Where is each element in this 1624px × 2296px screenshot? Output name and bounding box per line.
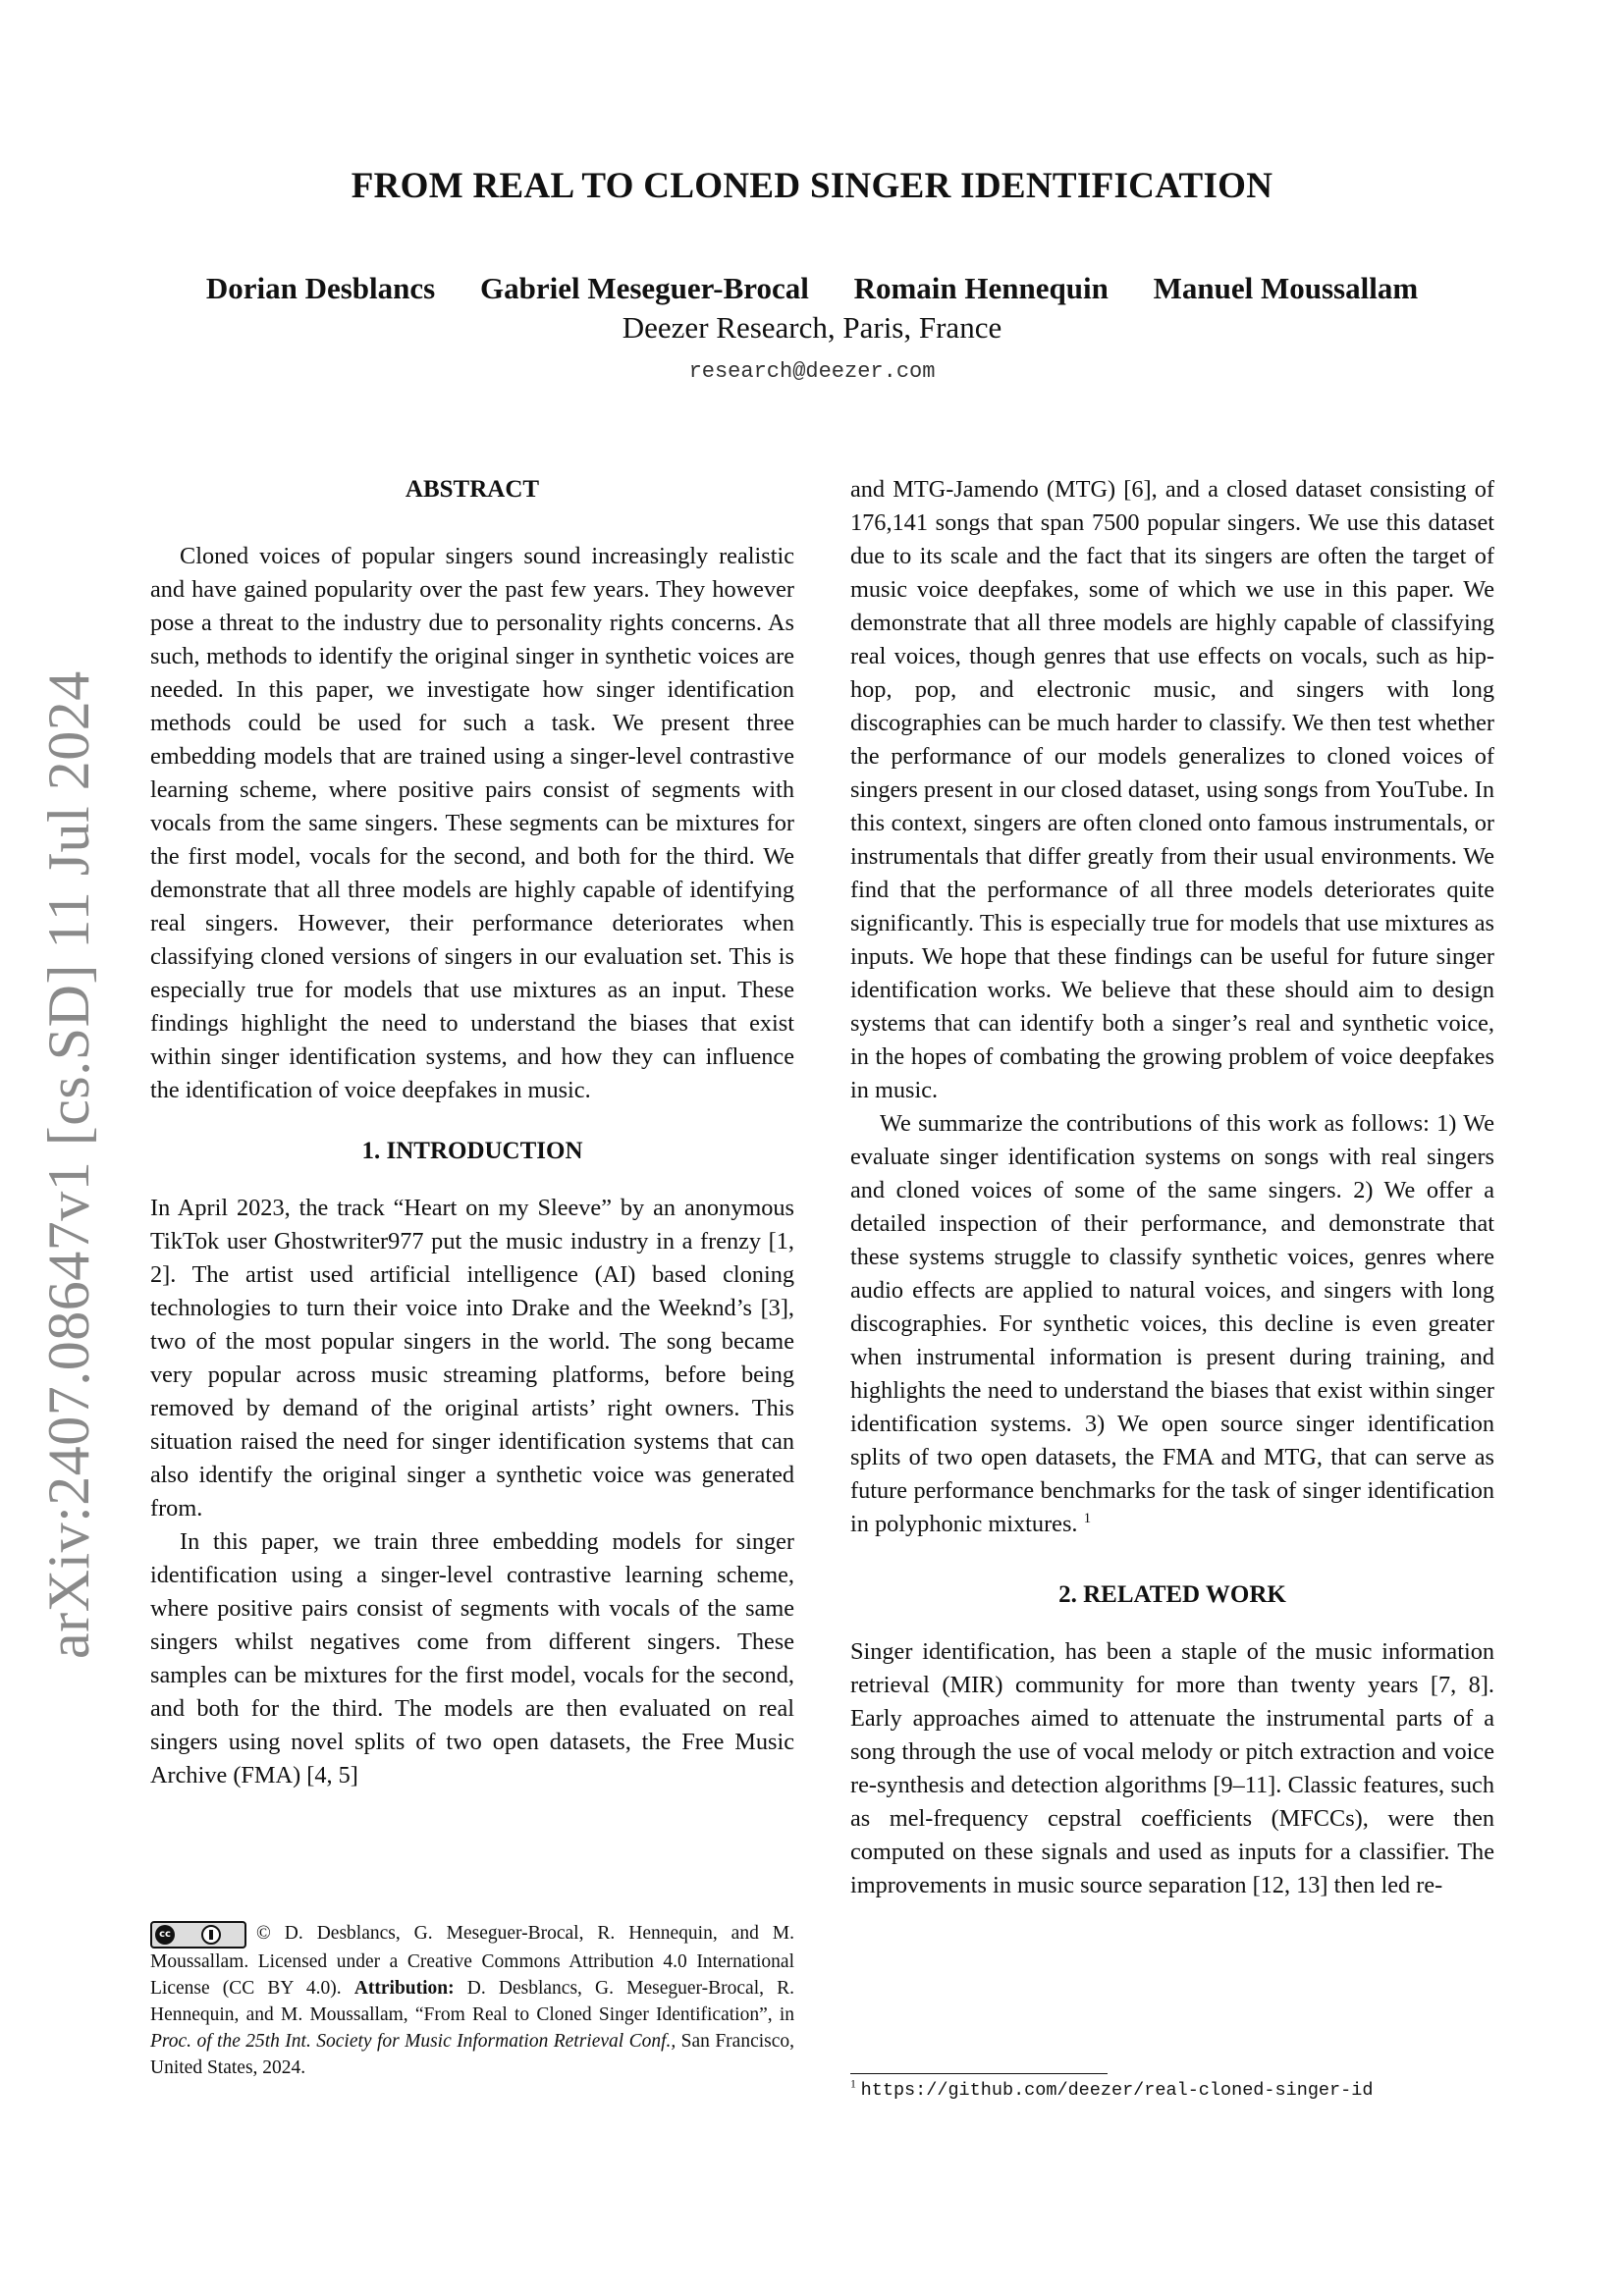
footnote-marker[interactable]: 1 [1083,1510,1092,1526]
license-text: © D. Desblancs, G. Meseguer-Brocal, R. Hennequin, and M. Moussallam. Licensed under a Creative Commons Attribution 4.0 International License (CC BY 4.0). [150,1923,794,1999]
paper-title: FROM REAL TO CLONED SINGER IDENTIFICATION [351,166,1273,206]
attribution-text: D. Desblancs, G. Meseguer-Brocal, R. Hennequin, and M. Moussallam, “From Real to Cloned Singer Identification”, in [150,1977,795,2025]
introduction-paragraph-1: In April 2023, the track “Heart on my Sleeve” by an anonymous TikTok user Ghostwriter977 put the music industry in a frenzy [1, 2]. The artist used artificial intelligence (AI) based cloning technologies to turn their voice into Drake and the Weeknd’s [3], two of the most popular singers in the world. The song became very popular across music streaming platforms, before being removed by demand of the original artists’ right owners. This situation raised the need for singer identification systems that can also identify the original singer a synthetic voice was generated from. [150,1195,794,1522]
cc-icon: cc [155,1925,175,1945]
author-name: Dorian Desblancs [205,271,436,305]
introduction-heading: 1. INTRODUCTION [361,1138,583,1164]
conference-location: San Francisco, United States, 2024. [150,2030,795,2078]
related-work-heading: 2. RELATED WORK [1058,1581,1286,1608]
contact-email: research@deezer.com [688,359,936,384]
author-list [0,271,1624,306]
footnote-number: 1 [850,2077,856,2091]
introduction-paragraph-2-continued: and MTG-Jamendo (MTG) [6], and a closed dataset consisting of 176,141 songs that span 7500 popular singers. We use this dataset due to its scale and the fact that its singers are often the target of music voice deepfakes, some of which we use in this paper. We demonstrate that all three models are highly capable of classifying real voices, though genres that use effects on vocals, such as hip-hop, pop, and electronic music, and singers with long discographies can be much harder to classify. We then test whether the performance of our models generalizes to cloned voices of singers present in our closed dataset, using songs from YouTube. In this context, singers are often cloned onto famous instrumentals, or instrumentals that differ greatly from their usual environments. We find that the performance of all three models deteriorates quite significantly. This is especially true for models that use mixtures as inputs. We hope that these findings can be useful for future singer identification works. We believe that these should aim to design systems that can identify both a singer’s real and synthetic voice, in the hopes of combating the growing problem of voice deepfakes in music. [850,476,1494,1103]
attribution-person-icon [201,1925,221,1945]
author-name: Manuel Moussallam [1153,271,1419,305]
abstract-heading: ABSTRACT [405,476,540,503]
related-work-paragraph-1: Singer identification, has been a staple of the music information retrieval (MIR) community for more than twenty years [7, 8]. Early approaches aimed to attenuate the instrumental parts of a song through the use of vocal melody or pitch extraction and voice re-synthesis and detection algorithms [9–11]. Classic features, such as mel-frequency cepstral coefficients (MFCCs), were then computed on these signals and used as inputs for a classifier. The improvements in music source separation [12, 13] then led re- [850,1638,1494,1898]
contributions-text: We summarize the contributions of this work as follows: 1) We evaluate singer identification systems on songs with real singers and cloned voices of some of the same singers. 2) We offer a detailed inspection of their performance, and demonstrate that these systems struggle to classify synthetic voices, genres where audio effects are applied to natural voices, and singers with long discographies. For synthetic voices, this decline is even greater when instrumental information is present during training, and highlights the need to understand the biases that exist within singer identification systems. 3) We open source singer identification splits of two open datasets, the FMA and MTG, that can serve as future performance benchmarks for the task of singer identification in polyphonic mixtures. [850,1110,1494,1537]
footnote-divider [850,2073,1108,2074]
introduction-paragraph-3 [850,1107,1494,1541]
introduction-paragraph-2: In this paper, we train three embedding models for singer identification using a singer-level contrastive learning scheme, where positive pairs consist of segments with vocals of the same singers whilst negatives come from different singers. These samples can be mixtures for the first model, vocals for the second, and both for the third. The models are then evaluated on real singers using novel splits of two open datasets, the Free Music Archive (FMA) [4, 5] [150,1528,794,1789]
arxiv-identifier-stamp: arXiv:2407.08647v1 [cs.SD] 11 Jul 2024 [36,670,101,1659]
abstract-text: Cloned voices of popular singers sound increasingly realistic and have gained popularity over the past few years. They however pose a threat to the industry due to personality rights concerns. As such, methods to identify the original singer in synthetic voices are needed. In this paper, we investigate how singer identification methods could be used for such a task. We present three embedding models that are trained using a singer-level contrastive learning scheme, where positive pairs consist of segments with vocals from the same singers. These segments can be mixtures for the first model, vocals for the second, and both for the third. We demonstrate that all three models are highly capable of identifying real singers. However, their performance deteriorates when classifying cloned versions of singers in our evaluation set. This is especially true for models that use mixtures as an input. These findings highlight the need to understand the biases that exist within singer identification systems, and how they can influence the identification of voice deepfakes in music. [150,543,794,1103]
left-column [150,473,794,1792]
conference-venue: Proc. of the 25th Int. Society for Music Information Retrieval Conf., [150,2030,677,2052]
license-footnote [150,1920,794,2081]
cc-by-license-icon [150,1921,246,1949]
author-name: Romain Hennequin [853,271,1109,305]
attribution-label: Attribution: [353,1977,455,1999]
author-name: Gabriel Meseguer-Brocal [479,271,809,305]
repository-link[interactable]: https://github.com/deezer/real-cloned-singer-id [860,2080,1374,2101]
affiliation: Deezer Research, Paris, France [622,310,1002,345]
footnote-1 [850,2077,1494,2104]
right-column [850,473,1494,1902]
